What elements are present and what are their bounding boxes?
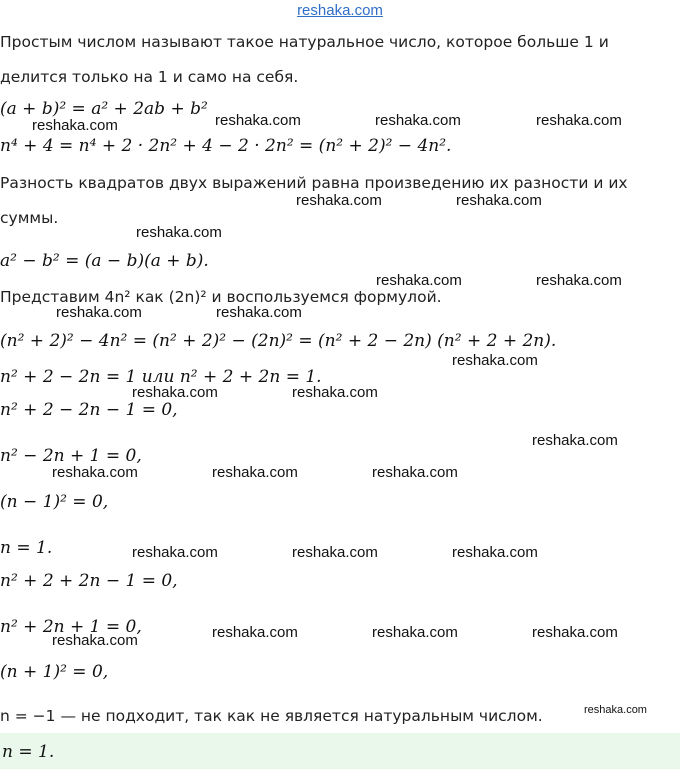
watermark: reshaka.com (52, 464, 138, 481)
case1-step1: n² + 2 − 2n − 1 = 0, (0, 400, 178, 420)
watermark: reshaka.com (132, 544, 218, 561)
watermark: reshaka.com (532, 432, 618, 449)
watermark: reshaka.com (215, 112, 301, 129)
watermark: reshaka.com (536, 272, 622, 289)
answer-band (0, 733, 680, 769)
watermark: reshaka.com (452, 352, 538, 369)
watermark: reshaka.com (456, 192, 542, 209)
expansion-line: n⁴ + 4 = n⁴ + 2 · 2n² + 4 − 2 · 2n² = (n² + 2)² − 4n². (0, 136, 452, 156)
watermark: reshaka.com (375, 112, 461, 129)
watermark: reshaka.com (212, 624, 298, 641)
case1-result: n = 1. (0, 538, 53, 558)
watermark: reshaka.com (132, 384, 218, 401)
watermark: reshaka.com (216, 304, 302, 321)
site-link[interactable]: reshaka.com (297, 2, 383, 19)
case1-step2: n² − 2n + 1 = 0, (0, 446, 142, 466)
square-of-sum-formula: (a + b)² = a² + 2ab + b² (0, 99, 208, 119)
watermark: reshaka.com (292, 384, 378, 401)
difference-of-squares-text-2: суммы. (0, 209, 59, 227)
watermark: reshaka.com (584, 704, 647, 716)
definition-line-1: Простым числом называют такое натуральное число, которое больше 1 и (0, 33, 609, 51)
difference-of-squares-formula: a² − b² = (a − b)(a + b). (0, 251, 209, 271)
watermark: reshaka.com (136, 224, 222, 241)
watermark: reshaka.com (536, 112, 622, 129)
substitution-text: Представим 4n² как (2n)² и воспользуемся формулой. (0, 288, 442, 306)
case2-step3: (n + 1)² = 0, (0, 662, 109, 682)
watermark: reshaka.com (212, 464, 298, 481)
watermark: reshaka.com (372, 464, 458, 481)
watermark: reshaka.com (452, 544, 538, 561)
case2-step1: n² + 2 + 2n − 1 = 0, (0, 571, 178, 591)
watermark: reshaka.com (296, 192, 382, 209)
difference-of-squares-text-1: Разность квадратов двух выражений равна произведению их разности и их (0, 174, 628, 192)
watermark: reshaka.com (376, 272, 462, 289)
definition-line-2: делится только на 1 и само на себя. (0, 68, 299, 86)
case1-step3: (n − 1)² = 0, (0, 492, 109, 512)
watermark: reshaka.com (292, 544, 378, 561)
case2-step2: n² + 2n + 1 = 0, (0, 617, 142, 637)
watermark: reshaka.com (52, 632, 138, 649)
case2-rejection: n = −1 — не подходит, так как не является натуральным числом. (0, 707, 543, 725)
watermark: reshaka.com (372, 624, 458, 641)
watermark: reshaka.com (532, 624, 618, 641)
cases-line: n² + 2 − 2n = 1 или n² + 2 + 2n = 1. (0, 367, 322, 387)
answer-text: n = 1. (2, 742, 55, 762)
factorization-line: (n² + 2)² − 4n² = (n² + 2)² − (2n)² = (n² + 2 − 2n) (n² + 2 + 2n). (0, 331, 557, 351)
watermark: reshaka.com (56, 304, 142, 321)
watermark: reshaka.com (32, 117, 118, 134)
